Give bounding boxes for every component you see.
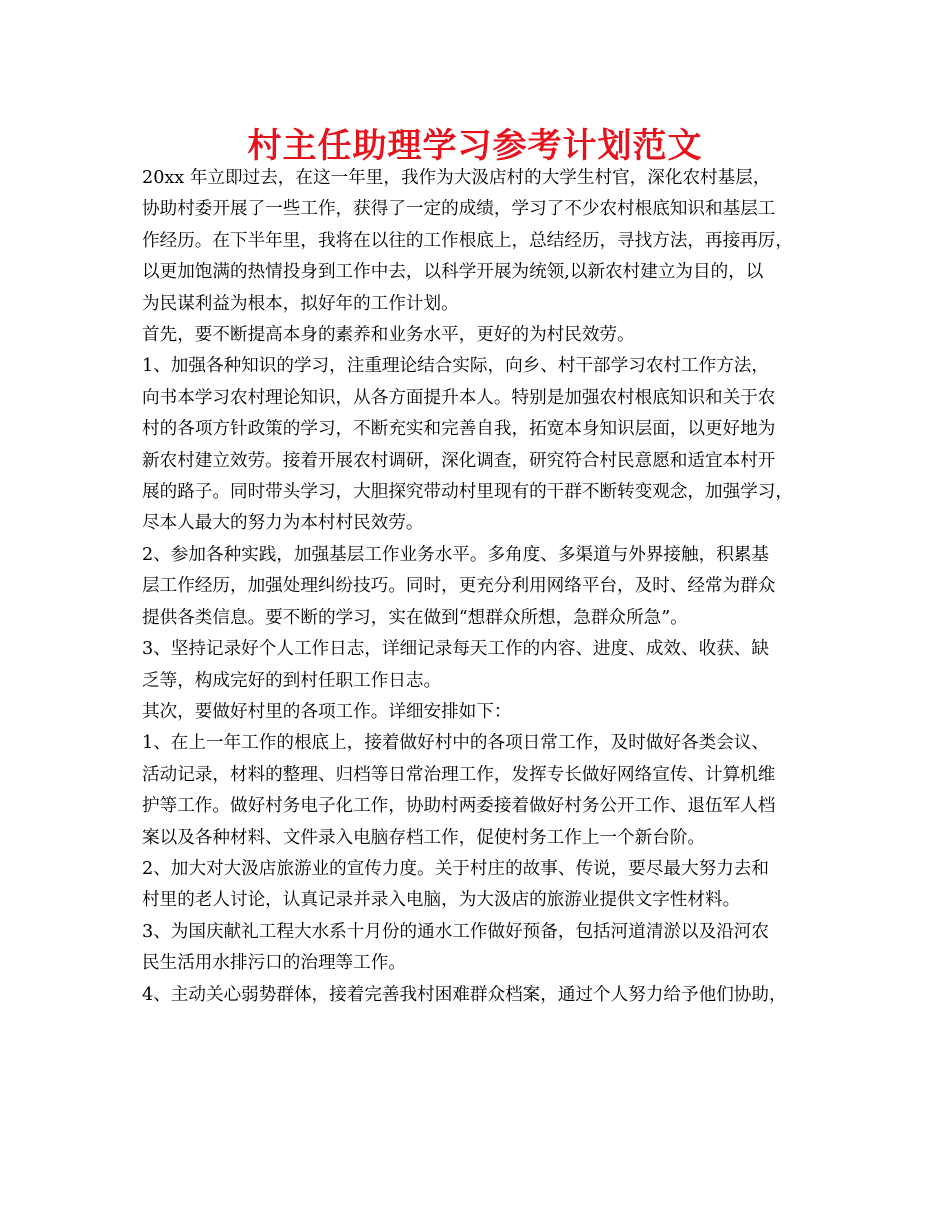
text-line: 活动记录，材料的整理、归档等日常治理工作，发挥专长做好网络宣传、计算机维	[142, 764, 776, 785]
text-line: 村里的老人讨论，认真记录并录入电脑，为大汲店的旅游业提供文字性材料。	[142, 890, 741, 911]
text-line: 新农村建立效劳。接着开展农村调研，深化调查，研究符合村民意愿和适宜本村开	[142, 450, 776, 471]
paragraph	[142, 697, 822, 728]
text-line: 1、加强各种知识的学习，注重理论结合实际，向乡、村干部学习农村工作方法，	[142, 356, 769, 377]
document-body	[142, 163, 822, 1011]
text-line: 首先，要不断提高本身的素养和业务水平，更好的为村民效劳。	[142, 325, 635, 346]
text-line: 向书本学习农村理论知识，从各方面提升本人。特别是加强农村根底知识和关于农	[142, 387, 776, 408]
text-line: 层工作经历，加强处理纠纷技巧。同时，更充分利用网络平台，及时、经常为群众	[142, 576, 776, 597]
text-line: 2、参加各种实践，加强基层工作业务水平。多角度、多渠道与外界接触，积累基	[142, 544, 769, 565]
paragraph	[142, 854, 822, 917]
paragraph	[142, 728, 822, 854]
text-line: 其次，要做好村里的各项工作。详细安排如下：	[142, 701, 512, 722]
paragraph	[142, 351, 822, 539]
text-line: 3、坚持记录好个人工作日志，详细记录每天工作的内容、进度、成效、收获、缺	[142, 639, 769, 660]
text-line: 乏等，构成完好的到村任职工作日志。	[142, 670, 442, 691]
document-title: 村主任助理学习参考计划范文	[247, 126, 703, 166]
paragraph	[142, 980, 822, 1011]
text-line: 护等工作。做好村务电子化工作，协助村两委接着做好村务公开工作、退伍军人档	[142, 796, 776, 817]
text-line: 为民谋利益为根本，拟好年的工作计划。	[142, 293, 459, 314]
paragraph	[142, 634, 822, 697]
text-line: 3、为国庆献礼工程大水系十月份的通水工作做好预备，包括河道清淤以及沿河农	[142, 921, 769, 942]
text-line: 案以及各种材料、文件录入电脑存档工作，促使村务工作上一个新台阶。	[142, 827, 706, 848]
text-line: 提供各类信息。要不断的学习，实在做到“想群众所想，急群众所急”。	[142, 607, 688, 628]
text-line: 展的路子。同时带头学习，大胆探究带动村里现有的干群不断转变观念，加强学习，	[142, 482, 793, 503]
paragraph	[142, 163, 822, 320]
text-line: 作经历。在下半年里，我将在以往的工作根底上，总结经历，寻找方法，再接再厉，	[142, 230, 793, 251]
text-line: 4、主动关心弱势群体，接着完善我村困难群众档案，通过个人努力给予他们协助，	[142, 984, 787, 1005]
text-line: 1、在上一年工作的根底上，接着做好村中的各项日常工作，及时做好各类会议、	[142, 733, 769, 754]
text-line: 村的各项方针政策的学习，不断充实和完善自我，拓宽本身知识层面，以更好地为	[142, 419, 776, 440]
text-line: 尽本人最大的努力为本村村民效劳。	[142, 513, 424, 534]
paragraph	[142, 320, 822, 351]
text-line: 民生活用水排污口的治理等工作。	[142, 953, 406, 974]
text-line: 2、加大对大汲店旅游业的宣传力度。关于村庄的故事、传说，要尽最大努力去和	[142, 858, 769, 879]
paragraph	[142, 917, 822, 980]
text-line: 以更加饱满的热情投身到工作中去，以科学开展为统领,以新农村建立为目的，以	[142, 262, 764, 283]
text-line: 协助村委开展了一些工作，获得了一定的成绩，学习了不少农村根底知识和基层工	[142, 199, 776, 220]
paragraph	[142, 540, 822, 634]
text-line: 20xx 年立即过去，在这一年里，我作为大汲店村的大学生村官，深化农村基层，	[142, 168, 771, 188]
